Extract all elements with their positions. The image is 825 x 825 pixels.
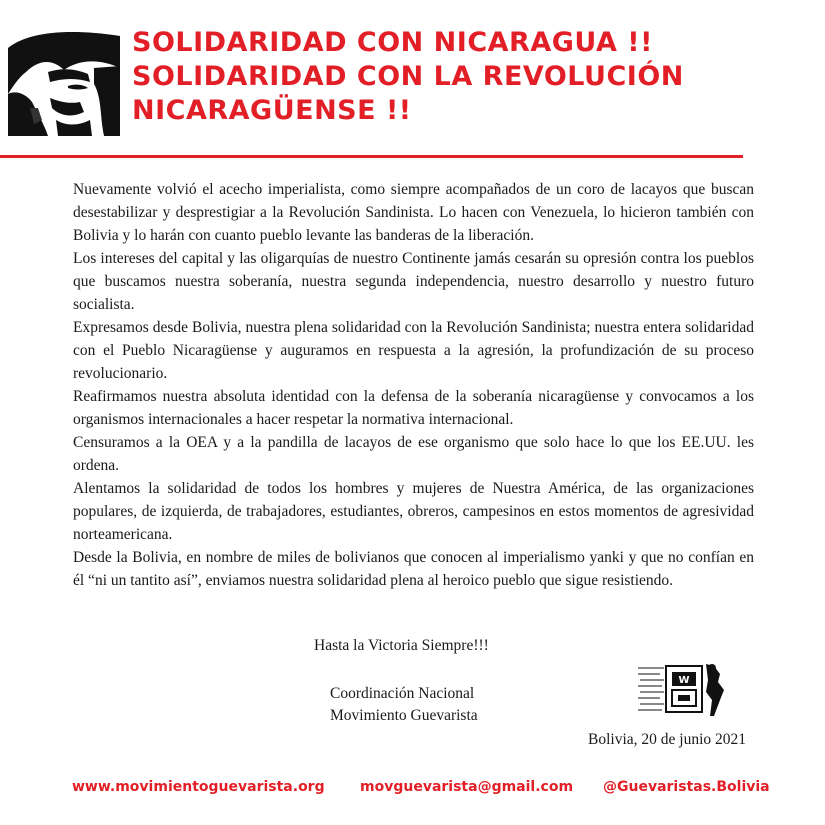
svg-text:W: W <box>678 675 690 686</box>
movimiento-guevarista-logo-icon <box>636 660 728 718</box>
website-link[interactable]: www.movimientoguevarista.org <box>72 779 325 795</box>
paragraph: Los intereses del capital y las oligarquías de nuestro Continente jamás cesarán su opresión contra los pueblos que buscamos nuestra soberanía, nuestra segunda independencia, nuestro desarrollo y nuestro futuro socialista. <box>73 250 754 313</box>
paragraph: Alentamos la solidaridad de todos los hombres y mujeres de Nuestra América, de las organizaciones populares, de izquierda, de trabajadores, estudiantes, obreros, campesinos en estos momentos de agresividad norteamericana. <box>73 480 754 543</box>
paragraph: Nuevamente volvió el acecho imperialista, como siempre acompañados de un coro de lacayos que buscan desestabilizar y desprestigiar a la Revolución Sandinista. Lo hacen con Venezuela, lo hicieron también con Bolivia y lo harán con cuanto pueblo levante las banderas de la liberación. <box>73 181 754 244</box>
paragraph: Expresamos desde Bolivia, nuestra plena solidaridad con la Revolución Sandinista; nuestra entera solidaridad con el Pueblo Nicaragüense y auguramos en respuesta a la agresión, la profundización de su proceso revolucionario. <box>73 319 754 382</box>
title-line-3: NICARAGÜENSE !! <box>132 95 412 126</box>
header-divider <box>0 155 743 158</box>
che-guevara-portrait-icon <box>8 28 120 136</box>
statement-body <box>73 178 754 592</box>
email-link[interactable]: movguevarista@gmail.com <box>360 779 574 795</box>
paragraph: Censuramos a la OEA y a la pandilla de lacayos de ese organismo que solo hace lo que los EE.UU. les ordena. <box>73 434 754 474</box>
social-handle[interactable]: @Guevaristas.Bolivia <box>603 779 770 795</box>
closing-phrase: Hasta la Victoria Siempre!!! <box>314 637 489 654</box>
dateline: Bolivia, 20 de junio 2021 <box>588 731 747 748</box>
paragraph: Desde la Bolivia, en nombre de miles de bolivianos que conocen al imperialismo yanki y que no confían en él “ni un tantito así”, enviamos nuestra solidaridad plena al heroico pueblo que sigue resistiendo. <box>73 549 754 589</box>
signature-line-1: Coordinación Nacional <box>330 685 475 702</box>
paragraph: Reafirmamos nuestra absoluta identidad con la defensa de la soberanía nicaragüense y convocamos a los organismos internacionales a hacer respetar la normativa internacional. <box>73 388 754 428</box>
title-line-2: SOLIDARIDAD CON LA REVOLUCIÓN <box>132 61 684 92</box>
signature-block <box>330 683 478 727</box>
page-title <box>132 26 772 128</box>
title-line-1: SOLIDARIDAD CON NICARAGUA !! <box>132 27 653 58</box>
signature-line-2: Movimiento Guevarista <box>330 707 478 724</box>
